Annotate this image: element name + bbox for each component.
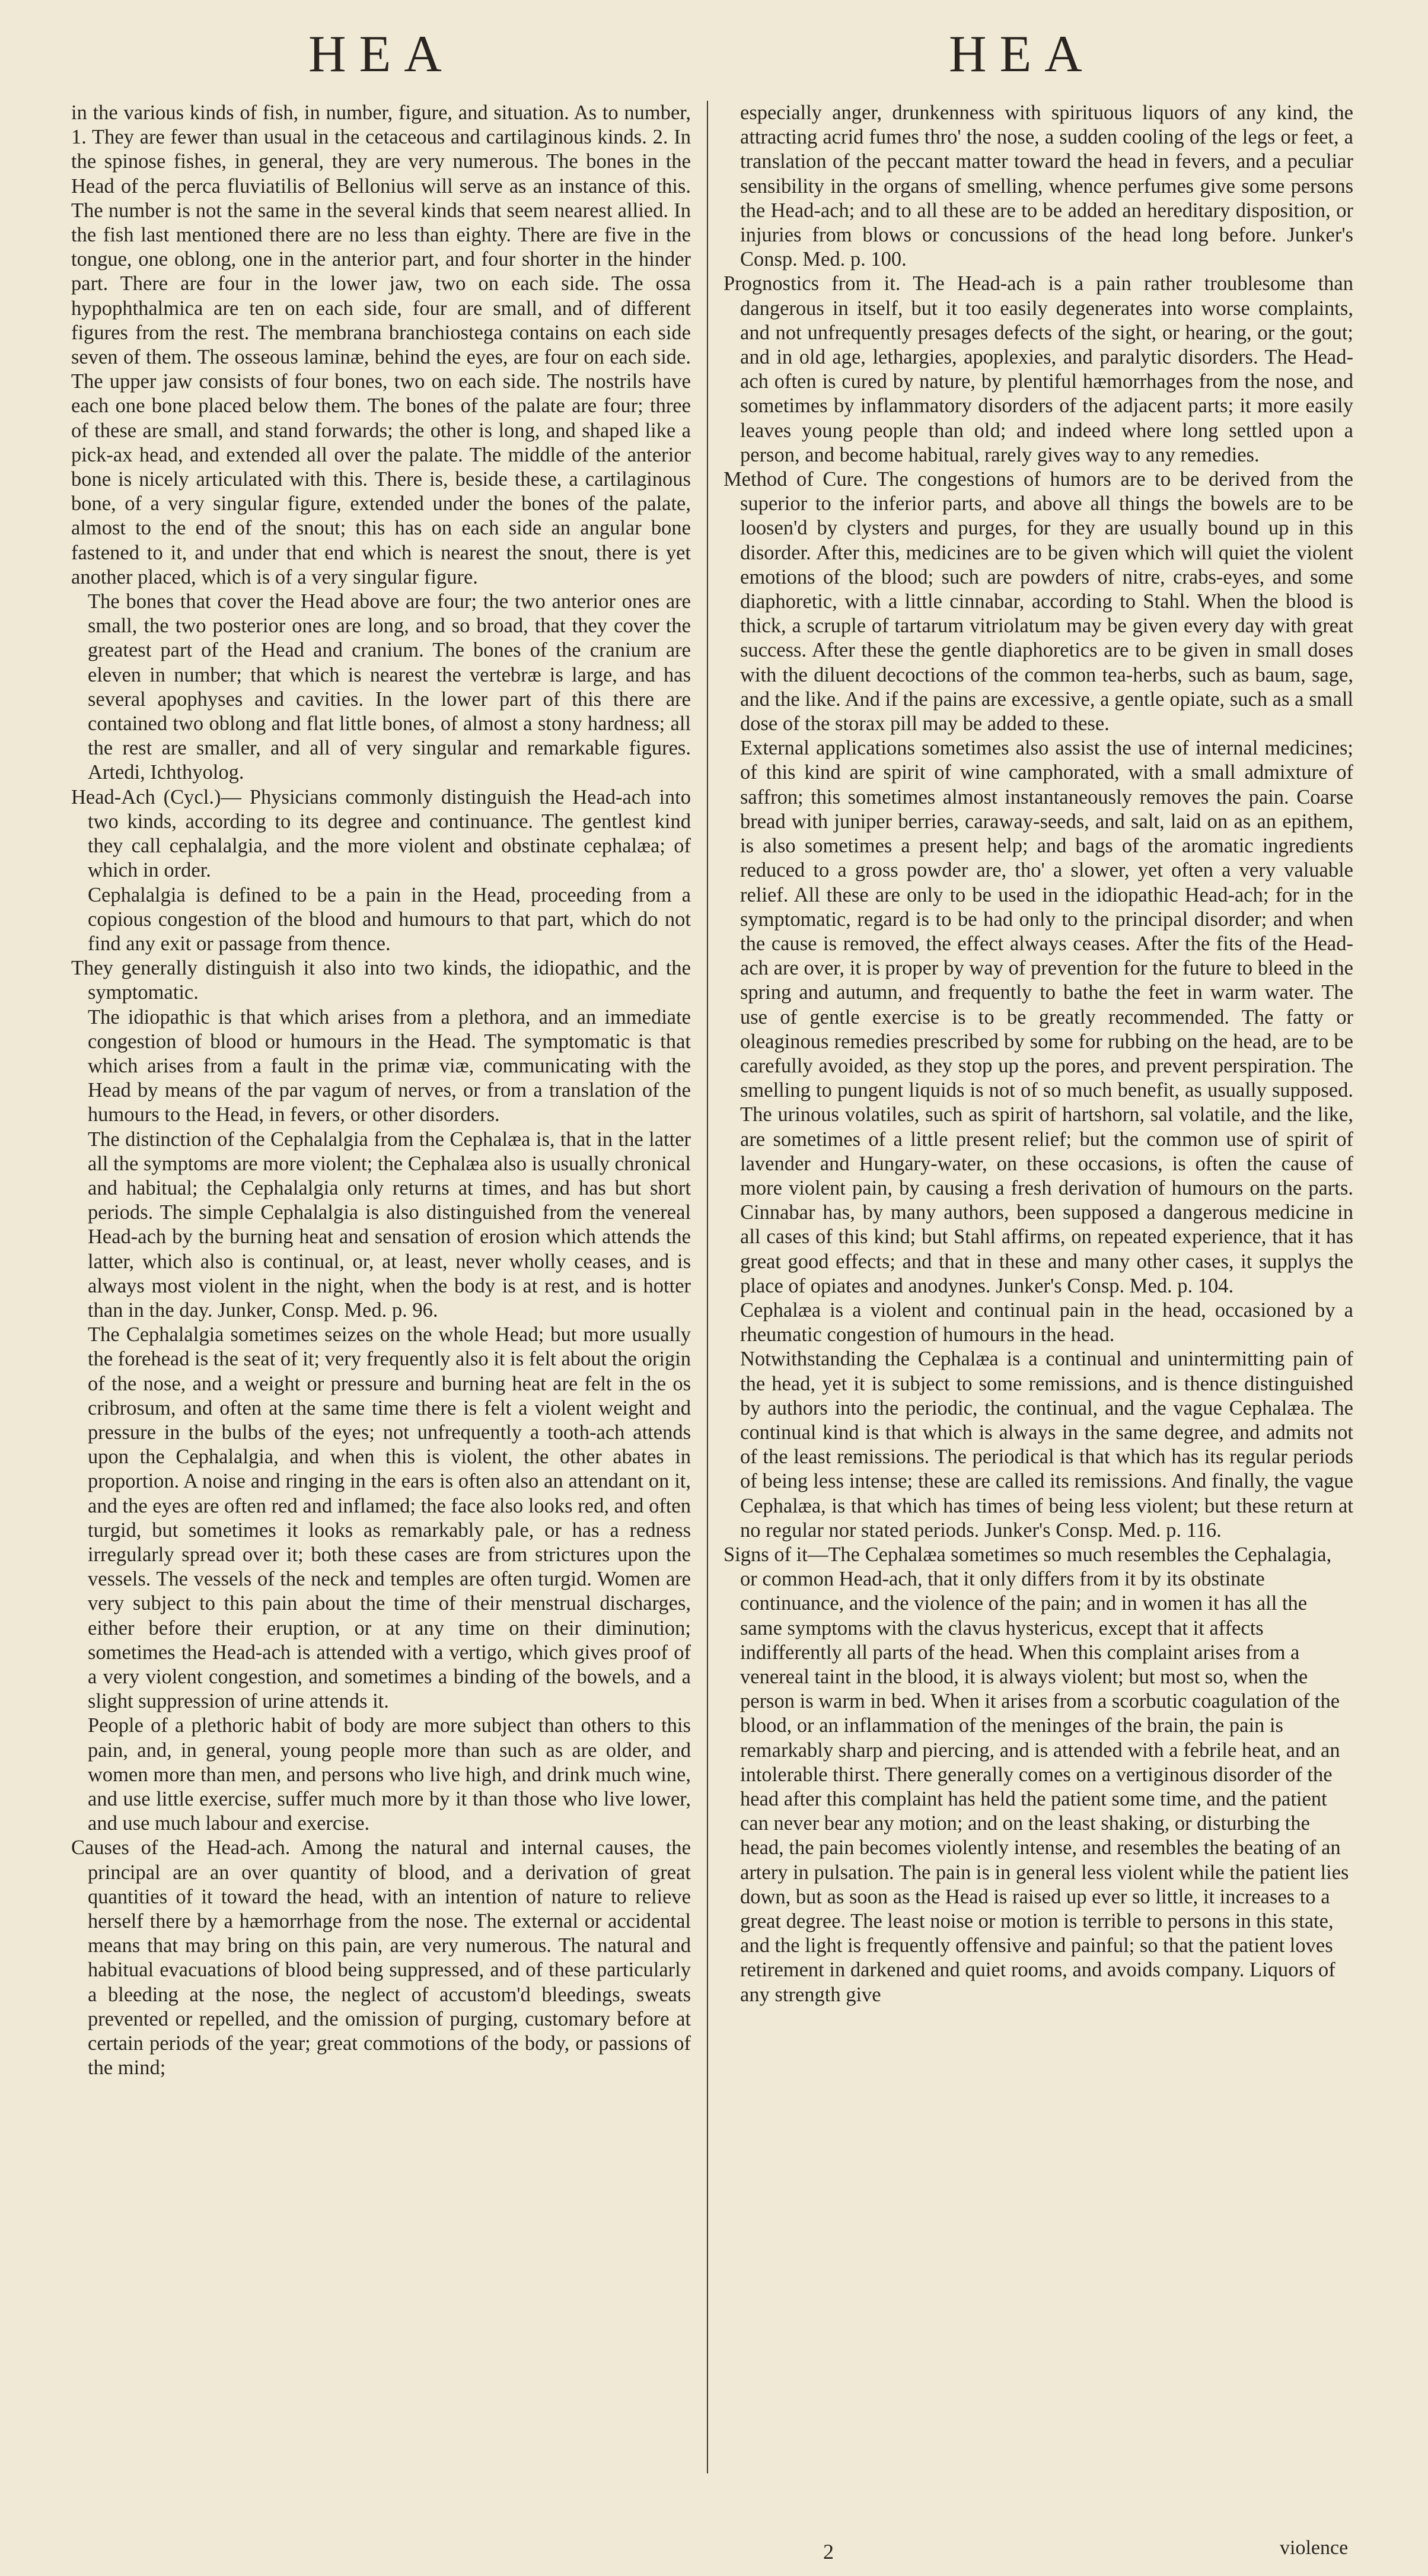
section-method-of-cure: Method of Cure. The congestions of humors are to be derived from the superior to the inferior parts, and above all things the bowels are to be loosen'd by clysters and purges, for they are usually bound up in this disorder. After this, medicines are to be given which will quiet the violent emotions of the blood; such are powders of nitre, crabs-eyes, and some diaphoretic, with a little cinnabar, according to Stahl. When the blood is thick, a scruple of tartarum vitriolatum may be given every day with great success. After these the gentle diaphoretics are to be given in small doses with the diluent decoctions of the common tea-herbs, such as baum, sage, and the like. And if the pains are excessive, a gentle opiate, such as a small dose of the storax pill may be added to these. — [723, 468, 1353, 735]
left-column — [71, 101, 691, 2467]
running-header — [0, 25, 1428, 84]
column-divider — [707, 101, 708, 2473]
paragraph-cephalalgia-definition: Cephalalgia is defined to be a pain in the Head, proceeding from a copious congestion of the blood and humours to that part, which do not find any exit or passage from thence. — [88, 883, 691, 955]
paragraph-cephalaea-definition: Cephalæa is a violent and continual pain in the head, occasioned by a rheumatic congestion of humours in the head. — [740, 1298, 1353, 1346]
section-prognostics: Prognostics from it. The Head-ach is a pain rather troublesome than dangerous in itself, but it too easily degenerates into worse complaints, and not unfrequently presages defects of the sight, or hearing, or the gout; and in old age, lethargies, apoplexies, and paralytic disorders. The Head-ach often is cured by nature, by plentiful hæmorrhages from the nose, and sometimes by inflammatory disorders of the adjacent parts; it more easily leaves young people than old; and indeed where long settled upon a person, and become habitual, rarely gives way to any remedies. — [723, 272, 1353, 466]
left-headword: HEA — [308, 26, 455, 83]
paragraph-idiopathic: The idiopathic is that which arises from a plethora, and an immediate congestion of blood or humours in the Head. The symptomatic is that which arises from a fault in the primæ viæ, communicating with the Head by means of the par vagum of nerves, or from a translation of the humours to the Head, in fevers, or other disorders. — [88, 1005, 691, 1126]
paragraph-head-cover-bones: The bones that cover the Head above are four; the two anterior ones are small, the two posterior ones are long, and so broad, that they cover the greatest part of the Head and cranium. The bones of the cranium are eleven in number; that which is nearest the vertebræ is large, and has several apophyses and cavities. In the lower part of this there are contained two oblong and flat little bones, of almost a stony hardness; all the rest are smaller, and all of very singular and remarkable figures. Artedi, Ichthyolog. — [88, 590, 691, 784]
paragraph-causes-continued: especially anger, drunkenness with spirituous liquors of any kind, the attracting acrid fumes thro' the nose, a sudden cooling of the legs or feet, a translation of the peccant matter toward the head in fevers, and a peculiar sensibility in the organs of smelling, whence perfumes give some persons the Head-ach; and to all these are to be added an hereditary disposition, or injuries from blows or concussions of the head long before. Junker's Consp. Med. p. 100. — [740, 101, 1353, 271]
paragraph-cephalaea-kinds: Notwithstanding the Cephalæa is a continual and unintermitting pain of the head, yet it is subject to some remissions, and is thence distinguished by authors into the periodic, the continual, and the vague Cephalæa. The continual kind is that which is always in the same degree, and admits not of the least remissions. The periodical is that which has its regular periods of being less intense; these are called its remissions. And finally, the vague Cephalæa, is that which has times of being less violent; but these return at no regular nor stated periods. Junker's Consp. Med. p. 116. — [740, 1348, 1353, 1542]
catchword: violence — [1280, 2537, 1349, 2559]
right-column — [723, 101, 1353, 2467]
section-signs: Signs of it—The Cephalæa sometimes so much resembles the Cephalagia, or common Head-ach, that it only differs from it by its obstinate continuance, and the violence of the pain; and in women it has all the same symptoms with the clavus hystericus, except that it affects indifferently all parts of the head. When this complaint arises from a venereal taint in the blood, it is always violent; but most so, when the person is warm in bed. When it arises from a scorbutic coagulation of the blood, or an inflammation of the meninges of the brain, the pain is remarkably sharp and piercing, and is attended with a febrile heat, and an intolerable thirst. There generally comes on a vertiginous disorder of the head after this complaint has held the patient some time, and the patient can never bear any motion; and on the least shaking, or disturbing the head, the pain becomes violently intense, and resembles the beating of an artery in pulsation. The pain is in general less violent while the patient lies down, but as soon as the Head is raised up ever so little, it increases to a great degree. The least noise or motion is terrible to persons in this state, and the light is frequently offensive and painful; so that the patient loves retirement in darkened and quiet rooms, and avoids company. Liquors of any strength give — [723, 1543, 1349, 2006]
page-number: 2 — [823, 2540, 834, 2564]
paragraph-fish-bones: in the various kinds of fish, in number, figure, and situation. As to number, 1. They are fewer than usual in the cetaceous and cartilaginous kinds. 2. In the spinose fishes, in general, they are very numerous. The bones in the Head of the perca fluviatilis of Bellonius will serve as an instance of this. The number is not the same in the several kinds that seem nearest allied. In the fish last mentioned there are no less than eighty. There are five in the tongue, one oblong, one in the anterior part, and four shorter in the hinder part. There are four in the lower jaw, two on each side. The ossa hypophthalmica are ten on each side, four are small, and of different figures from the rest. The membrana branchiostega contains on each side seven of them. The osseous laminæ, behind the eyes, are four on each side. The upper jaw consists of four bones, two on each side. The nostrils have each one bone placed below them. The bones of the palate are four; three of these are small, and stand forwards; the other is long, and shaped like a pick-ax head, and extended all over the palate. The middle of the anterior bone is nicely articulated with this. There is, beside these, a cartilaginous bone, of a very singular figure, extended under the bones of the palate, almost to the end of the snout; this has on each side an angular bone fastened to it, and under that end which is nearest the snout, there is yet another placed, which is of a very singular figure. — [71, 101, 691, 588]
paragraph-two-kinds: They generally distinguish it also into two kinds, the idiopathic, and the symptomatic. — [71, 957, 691, 1004]
right-headword: HEA — [949, 26, 1095, 83]
paragraph-plethoric-habit: People of a plethoric habit of body are more subject than others to this pain, and, in general, young people more than such as are older, and women more than men, and persons who live high, and drink much wine, and use little exercise, suffer much more by it than those who live lower, and use much labour and exercise. — [88, 1714, 691, 1835]
paragraph-distinction: The distinction of the Cephalalgia from the Cephalæa is, that in the latter all the symptoms are more violent; the Cephalæa also is usually chronical and habitual; the Cephalalgia only returns at times, and has but short periods. The simple Cephalalgia is also distinguished from the venereal Head-ach by the burning heat and sensation of erosion which attends the latter, which also is continual, or, at least, never wholly ceases, and is always most violent in the night, when the body is at rest, and is hotter than in the day. Junker, Consp. Med. p. 96. — [88, 1128, 691, 1322]
paragraph-symptoms: The Cephalalgia sometimes seizes on the whole Head; but more usually the forehead is the seat of it; very frequently also it is felt about the origin of the nose, and a weight or pressure and burning heat are felt in the os cribrosum, and often at the same time there is felt a violent weight and pressure in the bulbs of the eyes; not unfrequently a tooth-ach attends upon the Cephalalgia, and when this is violent, the other abates in proportion. A noise and ringing in the ears is often also an attendant on it, and the eyes are often red and inflamed; the face also looks red, and often turgid, but sometimes it looks as remarkably pale, or has a redness irregularly spread over it; both these cases are from strictures upon the vessels. The vessels of the neck and temples are often turgid. Women are very subject to this pain about the time of their menstrual discharges, either before their eruption, or at any time on their diminution; sometimes the Head-ach is attended with a vertigo, which gives proof of a very violent congestion, and sometimes a binding of the bowels, and a slight suppression of urine attends it. — [88, 1323, 691, 1713]
section-causes: Causes of the Head-ach. Among the natural and internal causes, the principal are an over quantity of blood, and a derivation of great quantities of it toward the head, with an intention of nature to relieve herself there by a hæmorrhage from the nose. The external or accidental means that may bring on this pain, are very numerous. The natural and habitual evacuations of blood being suppressed, and of these particularly a bleeding at the nose, the neglect of accustom'd bleedings, sweats prevented or repelled, and the omission of purging, customary before at certain periods of the year; great commotions of the body, or passions of the mind; — [71, 1836, 691, 2080]
paragraph-external-applications: External applications sometimes also assist the use of internal medicines; of this kind are spirit of wine camphorated, with a small admixture of saffron; this sometimes almost instantaneously removes the pain. Coarse bread with juniper berries, caraway-seeds, and salt, laid on as an epithem, is also sometimes a present help; and bags of the aromatic ingredients reduced to a gross powder are, tho' a slower, yet often a very valuable relief. All these are only to be used in the idiopathic Head-ach; for in the symptomatic, regard is to be had only to the principal disorder; and when the cause is removed, the effect always ceases. After the fits of the Head-ach are over, it is proper by way of prevention for the future to bleed in the spring and autumn, and frequently to bathe the feet in warm water. The use of gentle exercise is to be greatly recommended. The fatty or oleaginous remedies prescribed by some for rubbing on the head, are to be carefully avoided, as they stop up the pores, and prevent perspiration. The smelling to pungent liquids is not of so much benefit, as usually supposed. The urinous volatiles, such as spirit of hartshorn, sal volatile, and the like, are sometimes of a little present relief; but the common use of spirit of lavender and Hungary-water, on these occasions, is often the cause of more violent pain, by causing a fresh derivation of humours on the parts. Cinnabar has, by many authors, been supposed a dangerous medicine in all cases of this kind; but Stahl affirms, on repeated experience, that it has great good effects; and that in these and many other cases, it supplys the place of opiates and anodynes. Junker's Consp. Med. p. 104. — [740, 737, 1353, 1297]
entry-head-ach: Head-Ach (Cycl.)— Physicians commonly distinguish the Head-ach into two kinds, according to its degree and continuance. The gentlest kind they call cephalalgia, and the more violent and obstinate cephalæa; of which in order. — [71, 785, 691, 882]
